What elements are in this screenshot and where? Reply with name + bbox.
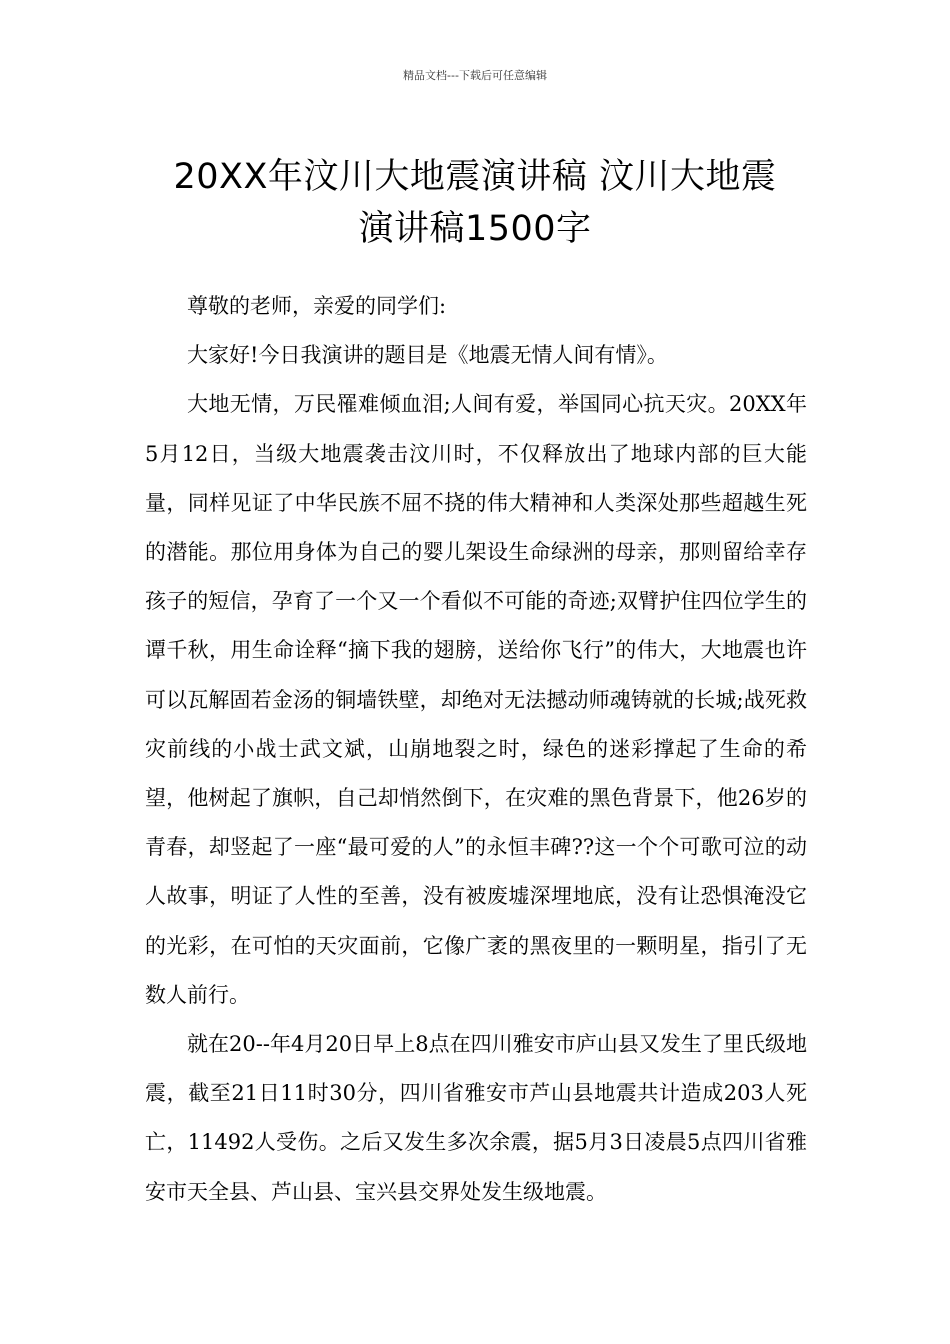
salutation-paragraph: 尊敬的老师，亲爱的同学们:	[187, 294, 447, 318]
title-line-2: 演讲稿1500字	[358, 209, 592, 250]
greeting-paragraph: 大家好!今日我演讲的题目是《地震无情人间有情》。	[187, 343, 668, 368]
body-paragraph: 就在20--年4月20日早上8点在四川雅安市庐山县又发生了里氏级地震，截至21日11时30分，四川省雅安市芦山县地震共计造成203人死亡，11492人受伤。之后又发生多次余震，据5月3日凌晨5点四川省雅安市天全县、芦山县、宝兴县交界处发生级地震。	[145, 1032, 807, 1204]
document-body	[145, 282, 807, 1217]
page-header-note: 精品文档---下载后可任意编辑	[403, 69, 547, 82]
title-line-1: 20XX年汶川大地震演讲稿 汶川大地震	[173, 157, 777, 198]
document-title	[120, 151, 830, 255]
body-paragraph: 大地无情，万民罹难倾血泪;人间有爱，举国同心抗天灾。20XX年5月12日，当级大地震袭击汶川时，不仅释放出了地球内部的巨大能量，同样见证了中华民族不屈不挠的伟大精神和人类深处那些超越生死的潜能。那位用身体为自己的婴儿架设生命绿洲的母亲，那则留给幸存孩子的短信，孕育了一个又一个看似不可能的奇迹;双臂护住四位学生的谭千秋，用生命诠释“摘下我的翅膀，送给你飞行”的伟大，大地震也许可以瓦解固若金汤的铜墙铁壁，却绝对无法撼动师魂铸就的长城;战死救灾前线的小战士武文斌，山崩地裂之时，绿色的迷彩撑起了生命的希望，他树起了旗帜，自己却悄然倒下，在灾难的黑色背景下，他26岁的青春，却竖起了一座“最可爱的人”的永恒丰碑??这一个个可歌可泣的动人故事，明证了人性的至善，没有被废墟深埋地底，没有让恐惧淹没它的光彩，在可怕的天灾面前，它像广袤的黑夜里的一颗明星，指引了无数人前行。	[145, 392, 807, 1007]
